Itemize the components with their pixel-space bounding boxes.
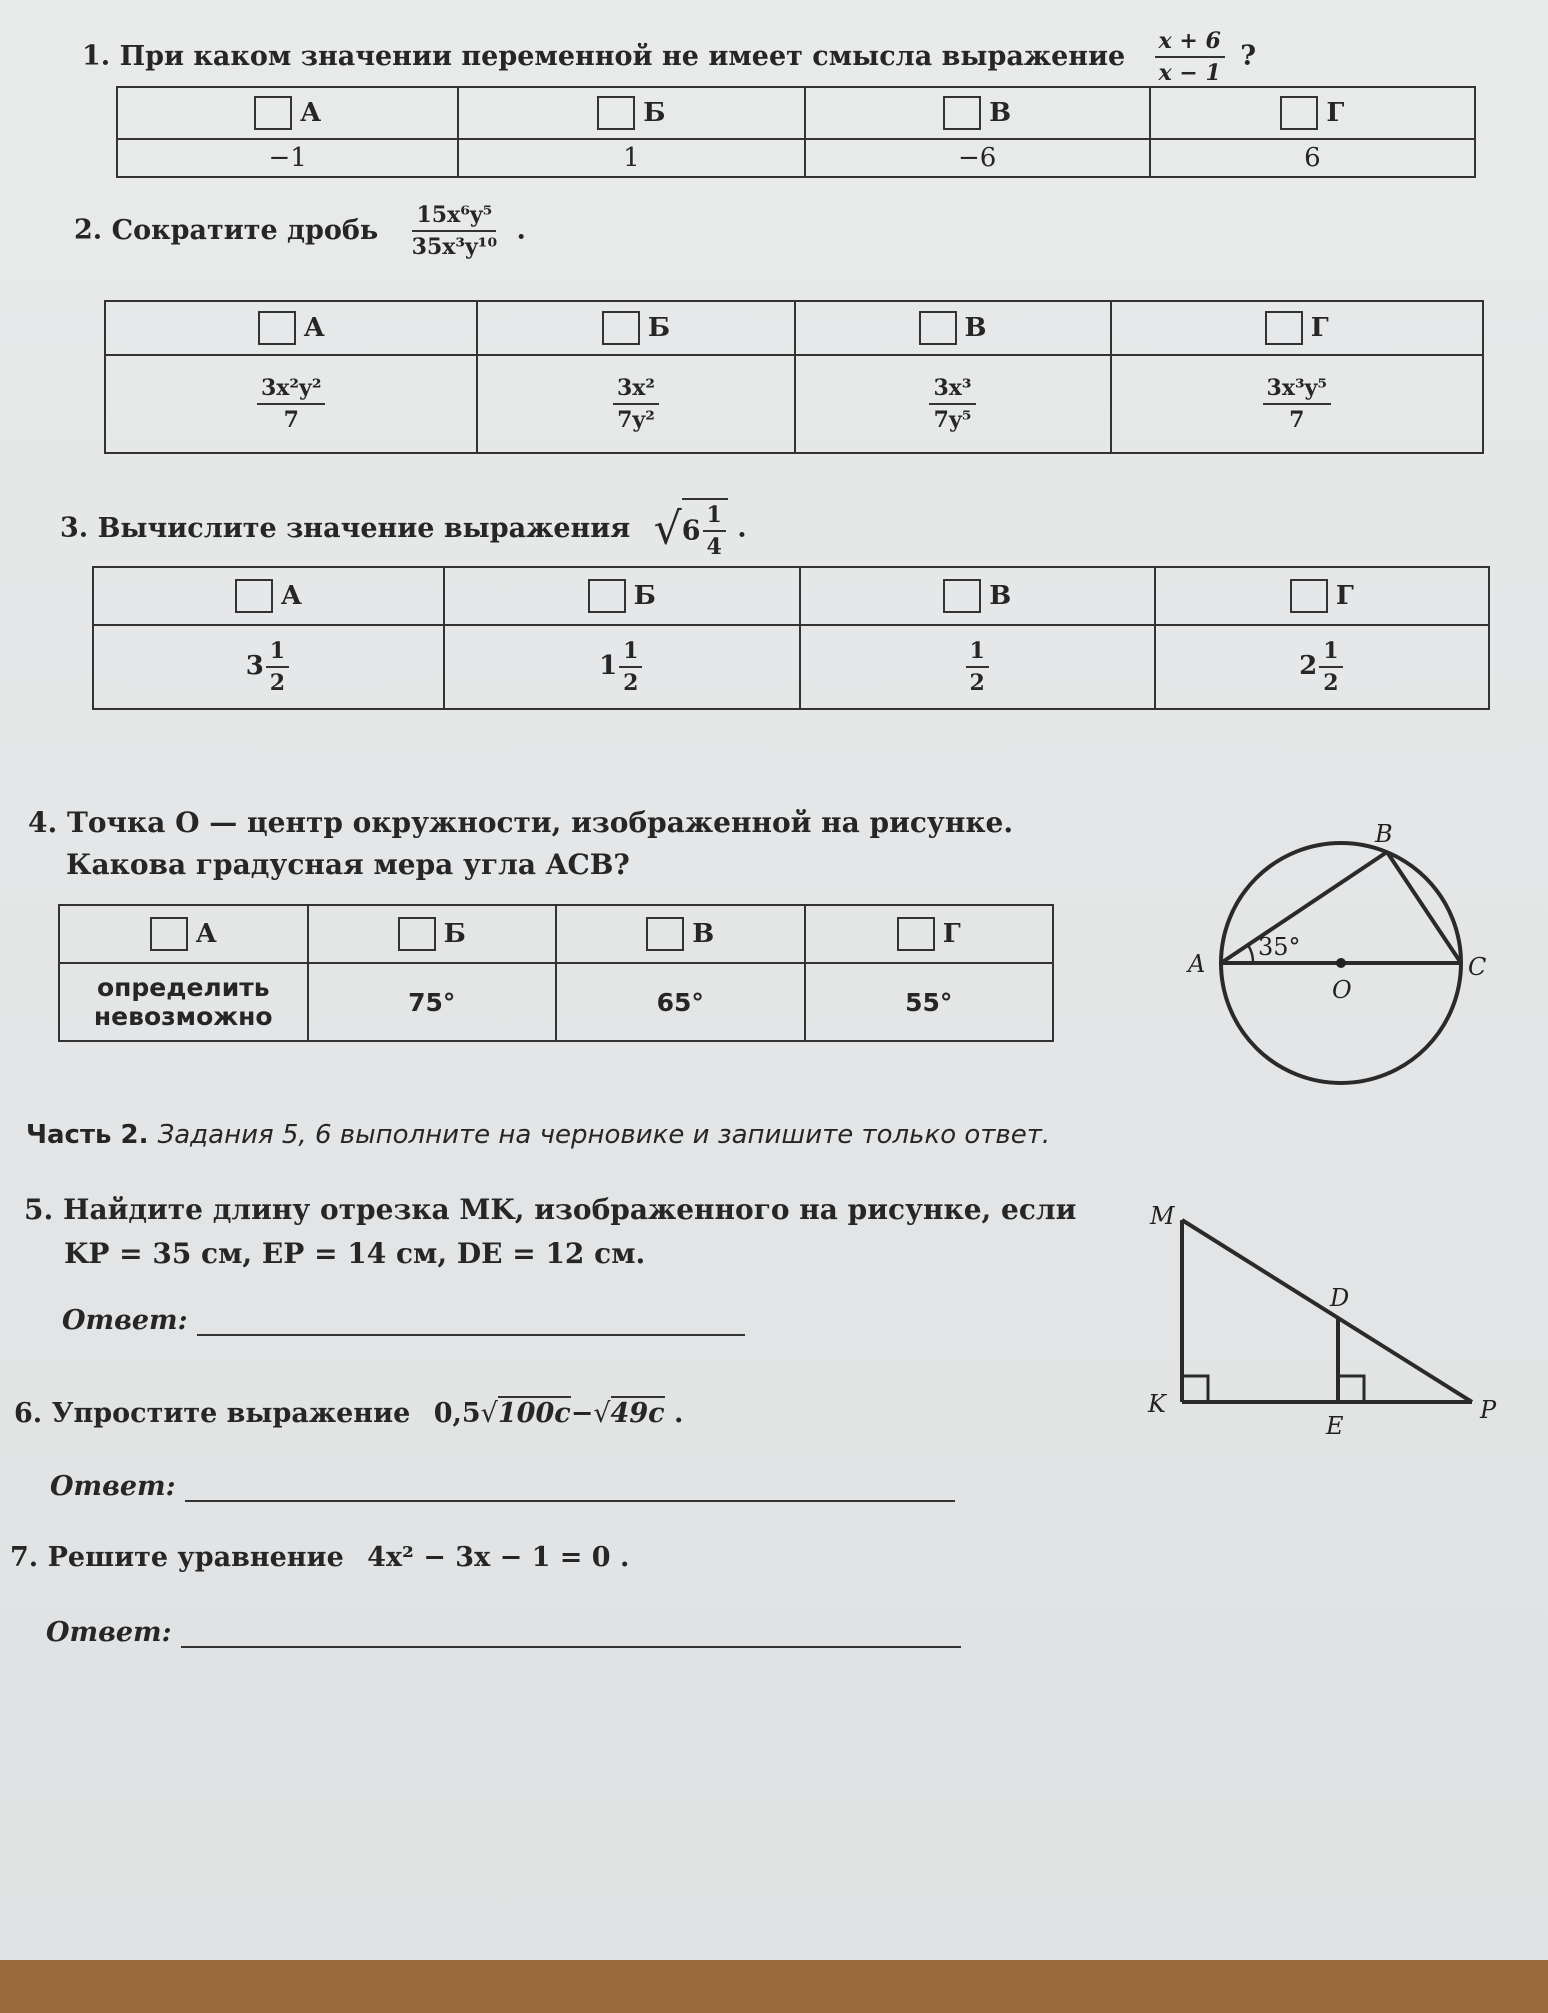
q7-number: 7. [10, 1542, 39, 1573]
label-a: A [1188, 950, 1206, 978]
q1-option-v[interactable] [805, 87, 1150, 139]
label-p: P [1480, 1396, 1497, 1424]
q1-text: При каком значении переменной не имеет смысла выражение [119, 40, 1126, 72]
part2-label: Часть 2. [26, 1120, 149, 1150]
q2-number: 2. [74, 214, 103, 246]
q2-value-a [105, 355, 477, 453]
q1-number: 1. [82, 40, 111, 72]
mixed-whole: 3 [245, 651, 264, 681]
frac-num: 1 [619, 638, 642, 668]
q6-answer-label: Ответ: [50, 1471, 176, 1502]
label-b: B [1375, 820, 1393, 848]
desk-background [0, 1960, 1548, 2013]
q4-options-table [58, 904, 1054, 1042]
option-letter: Г [1326, 98, 1345, 128]
expr-radicand-2: 49c [610, 1398, 665, 1429]
q3-options-table [92, 566, 1490, 710]
q5-answer [62, 1300, 745, 1336]
option-letter: Г [942, 919, 961, 949]
mixed-whole: 2 [1299, 651, 1318, 681]
q6-tail: . [673, 1398, 684, 1429]
q5-triangle-figure [1138, 1190, 1498, 1460]
q7-tail: . [620, 1542, 630, 1573]
frac-den: 7y⁵ [933, 407, 972, 433]
q3-root: √6 $\frac{1}{4}$ [654, 498, 728, 560]
q3-root-num: 1 [703, 502, 726, 532]
option-letter: Г [1335, 581, 1354, 611]
q7-answer-line[interactable] [181, 1606, 961, 1648]
q4-value-g: 55° [805, 963, 1054, 1041]
q1-value-b: 1 [458, 139, 804, 177]
checkbox-g[interactable] [1290, 579, 1328, 613]
q3-root-whole: 6 [681, 515, 701, 547]
question-7 [10, 1542, 629, 1573]
option-letter: А [303, 313, 325, 343]
q5-line1: Найдите длину отрезка MK, изображенного на рисунке, если [62, 1193, 1077, 1226]
q2-text: Сократите дробь [111, 214, 379, 246]
q3-value-b [444, 625, 800, 709]
frac-den: 2 [969, 670, 985, 696]
frac-num: 3x³ [929, 375, 975, 405]
frac-num: 3x²y² [257, 375, 325, 405]
frac-den: 7y² [617, 407, 655, 433]
q3-text: Вычислите значение выражения [97, 512, 631, 544]
frac-den: 7 [283, 407, 299, 433]
frac-den: 7 [1289, 407, 1305, 433]
chord-bc [1387, 852, 1461, 963]
label-angle: 35° [1258, 933, 1301, 961]
q7-equation: 4x² − 3x − 1 = 0 [367, 1542, 611, 1573]
option-letter: Б [643, 98, 666, 128]
center-point [1336, 958, 1346, 968]
q2-frac-den: 35x³y¹⁰ [411, 234, 498, 260]
label-e: E [1326, 1412, 1344, 1440]
q2-value-v [795, 355, 1111, 453]
q2-fraction [408, 202, 501, 260]
label-k: K [1148, 1390, 1166, 1418]
angle-arc [1248, 945, 1253, 963]
q4-line2: Какова градусная мера угла ACB? [66, 848, 630, 881]
q4-option-a[interactable] [59, 905, 308, 963]
mixed-whole: 1 [599, 651, 618, 681]
option-letter: В [964, 313, 987, 343]
q1-frac-den: x − 1 [1158, 60, 1221, 86]
value-line2: невозможно [93, 1002, 273, 1031]
frac-num: 3x³y⁵ [1263, 375, 1331, 405]
q1-frac-num: x + 6 [1155, 28, 1225, 58]
frac-den: 2 [623, 670, 639, 696]
q1-value-a: −1 [117, 139, 458, 177]
q1-tail: ? [1240, 40, 1257, 72]
option-letter: А [280, 581, 302, 611]
q4-option-v[interactable] [556, 905, 805, 963]
q3-option-g[interactable] [1155, 567, 1489, 625]
label-o: O [1332, 976, 1352, 1004]
option-letter: В [989, 98, 1012, 128]
q3-value-a [93, 625, 444, 709]
q4-circle-figure [1170, 815, 1500, 1105]
q2-option-b[interactable] [477, 301, 794, 355]
q3-option-v[interactable] [800, 567, 1155, 625]
option-letter: Б [647, 313, 671, 343]
label-m: M [1150, 1202, 1175, 1230]
frac-den: 2 [269, 670, 286, 696]
q2-value-b [477, 355, 794, 453]
q4-number: 4. [28, 806, 58, 839]
checkbox-g[interactable] [1280, 96, 1318, 130]
checkbox-v[interactable] [943, 579, 981, 613]
label-d: D [1330, 1284, 1350, 1312]
q3-option-b[interactable] [444, 567, 800, 625]
q1-options-table [116, 86, 1476, 178]
checkbox-g[interactable] [1265, 311, 1303, 345]
checkbox-a[interactable] [258, 311, 296, 345]
frac-num: 1 [966, 638, 989, 668]
q1-value-g: 6 [1150, 139, 1475, 177]
q2-option-v[interactable] [795, 301, 1111, 355]
q5-answer-line[interactable] [197, 1300, 745, 1336]
expr-radicand-1: 100c [497, 1398, 571, 1429]
question-3 [60, 498, 747, 560]
checkbox-v[interactable] [943, 96, 981, 130]
option-letter: В [989, 581, 1012, 611]
question-5 [24, 1188, 1076, 1276]
q6-expression: 0,5√100c−√49c [433, 1398, 665, 1429]
q7-text: Решите уравнение [47, 1542, 344, 1573]
option-letter: Г [1310, 313, 1329, 343]
frac-den: 2 [1323, 670, 1339, 696]
right-angle-e [1338, 1376, 1364, 1402]
checkbox-g[interactable] [897, 917, 935, 951]
right-angle-k [1182, 1376, 1208, 1402]
q1-value-v: −6 [805, 139, 1150, 177]
q3-number: 3. [60, 512, 89, 544]
part2-text: Задания 5, 6 выполните на черновике и запишите только ответ. [157, 1120, 1051, 1150]
q3-tail: . [737, 512, 747, 544]
expr-minus: − [570, 1398, 594, 1429]
question-4 [28, 802, 1013, 886]
option-letter: А [300, 98, 322, 128]
checkbox-b[interactable] [602, 311, 640, 345]
q2-option-a[interactable] [105, 301, 477, 355]
option-letter: В [692, 919, 715, 949]
q1-option-b[interactable] [458, 87, 804, 139]
q5-line2: KP = 35 см, EP = 14 см, DE = 12 см. [64, 1237, 646, 1270]
question-1 [82, 28, 1256, 86]
q2-frac-num: 15x⁶y⁵ [412, 202, 496, 232]
checkbox-b[interactable] [398, 917, 436, 951]
checkbox-v[interactable] [919, 311, 957, 345]
q2-options-table [104, 300, 1484, 454]
q6-answer [50, 1464, 955, 1502]
q5-answer-label: Ответ: [62, 1305, 188, 1336]
checkbox-a[interactable] [235, 579, 273, 613]
q4-value-b: 75° [308, 963, 557, 1041]
q1-option-g[interactable] [1150, 87, 1475, 139]
q2-tail: . [516, 214, 526, 246]
checkbox-v[interactable] [646, 917, 684, 951]
chord-ab [1221, 852, 1387, 963]
q6-answer-line[interactable] [185, 1464, 955, 1502]
checkbox-a[interactable] [150, 917, 188, 951]
q2-value-g [1111, 355, 1483, 453]
q3-root-den: 4 [706, 534, 722, 560]
option-letter: А [195, 919, 217, 949]
question-2 [74, 202, 526, 260]
question-6 [14, 1398, 683, 1429]
q1-fraction [1155, 28, 1225, 86]
q7-answer [46, 1606, 961, 1648]
checkbox-a[interactable] [254, 96, 292, 130]
q4-option-b[interactable] [308, 905, 557, 963]
q6-text: Упростите выражение [51, 1398, 411, 1429]
q4-option-g[interactable] [805, 905, 1054, 963]
option-letter: Б [633, 581, 656, 611]
frac-num: 1 [266, 638, 289, 668]
q4-value-a [59, 963, 308, 1041]
checkbox-b[interactable] [588, 579, 626, 613]
frac-num: 1 [1319, 638, 1342, 668]
part2-heading [26, 1120, 1050, 1150]
q1-option-a[interactable] [117, 87, 458, 139]
checkbox-b[interactable] [597, 96, 635, 130]
q4-value-v: 65° [556, 963, 805, 1041]
segment-mp [1182, 1220, 1472, 1402]
frac-num: 3x² [613, 375, 659, 405]
option-letter: Б [443, 919, 466, 949]
q4-line1: Точка O — центр окружности, изображенной на рисунке. [66, 806, 1014, 839]
q3-value-g [1155, 625, 1489, 709]
q7-answer-label: Ответ: [46, 1617, 172, 1648]
q6-number: 6. [14, 1398, 43, 1429]
value-line1: определить [96, 973, 270, 1002]
q3-value-v [800, 625, 1155, 709]
label-c: C [1468, 953, 1487, 981]
expr-coef: 0,5 [433, 1398, 481, 1429]
q5-number: 5. [24, 1193, 54, 1226]
q2-option-g[interactable] [1111, 301, 1483, 355]
q3-option-a[interactable] [93, 567, 444, 625]
